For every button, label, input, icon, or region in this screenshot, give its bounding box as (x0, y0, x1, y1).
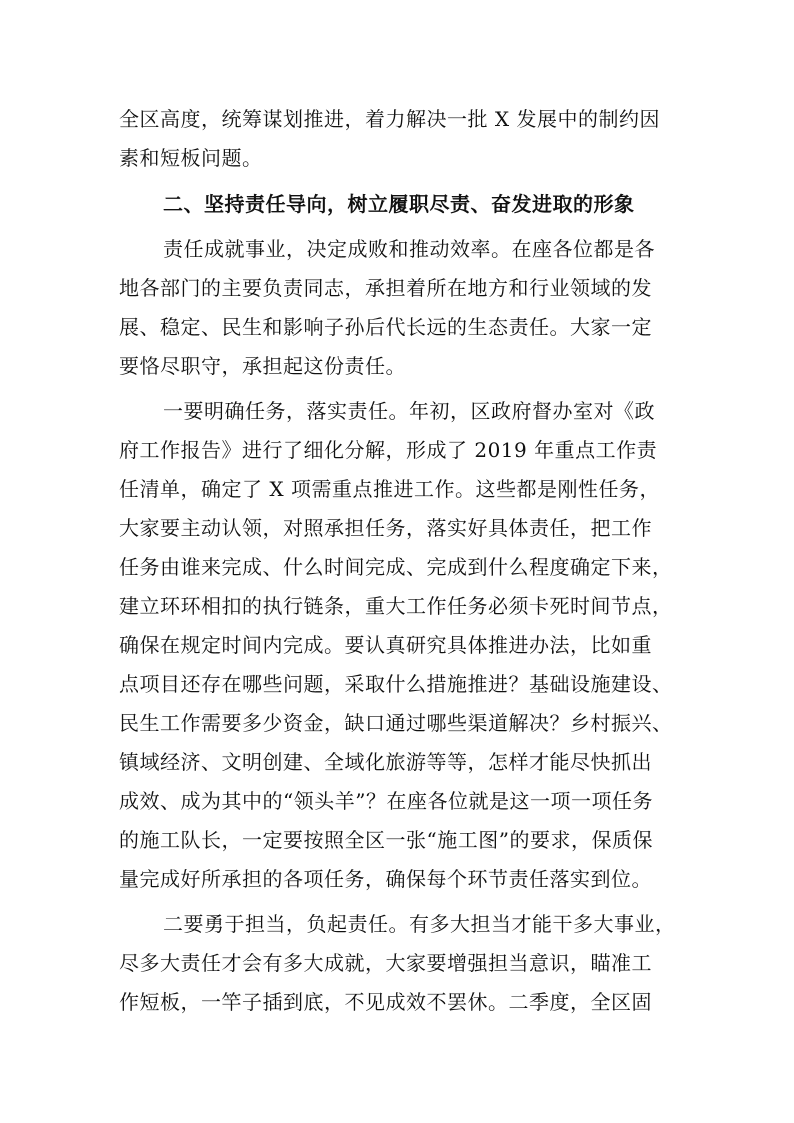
paragraph-line: 确保在规定时间内完成。要认真研究具体推进办法，比如重 (119, 633, 652, 657)
paragraph-line: 建立环环相扣的执行链条，重大工作任务必须卡死时间节点， (119, 594, 673, 618)
paragraph-line: 地各部门的主要负责同志，承担着所在地方和行业领域的发 (119, 276, 652, 300)
paragraph-line: 一要明确任务，落实责任。年初，区政府督办室对《政 (163, 399, 655, 423)
paragraph-line: 民生工作需要多少资金，缺口通过哪些渠道解决？乡村振兴、 (119, 711, 673, 735)
paragraph-line: 府工作报告》进行了细化分解，形成了 2019 年重点工作责 (119, 438, 658, 462)
paragraph-line: 尽多大责任才会有多大成就，大家要增强担当意识，瞄准工 (119, 951, 652, 975)
paragraph-line: 作短板，一竿子插到底，不见成效不罢休。二季度，全区固 (119, 990, 652, 1014)
paragraph-line: 素和短板问题。 (119, 146, 263, 170)
paragraph-line: 二要勇于担当，负起责任。有多大担当才能干多大事业， (163, 912, 676, 936)
paragraph-line: 任务由谁来完成、什么时间完成、完成到什么程度确定下来， (119, 555, 673, 579)
paragraph-line: 镇域经济、文明创建、全域化旅游等等，怎样才能尽快抓出 (119, 750, 652, 774)
paragraph-line: 展、稳定、民生和影响子孙后代长远的生态责任。大家一定 (119, 315, 652, 339)
paragraph-line: 成效、成为其中的“领头羊”？在座各位就是这一项一项任务 (119, 789, 653, 813)
paragraph-line: 大家要主动认领，对照承担任务，落实好具体责任，把工作 (119, 516, 652, 540)
paragraph-line: 量完成好所承担的各项任务，确保每个环节责任落实到位。 (119, 867, 652, 891)
paragraph-line: 任清单，确定了 X 项需重点推进工作。这些都是刚性任务， (119, 477, 660, 501)
paragraph-line: 全区高度，统筹谋划推进，着力解决一批 X 发展中的制约因 (119, 107, 660, 131)
paragraph-line: 点项目还存在哪些问题，采取什么措施推进？基础设施建设、 (119, 672, 673, 696)
paragraph-line: 要恪尽职守，承担起这份责任。 (119, 354, 406, 378)
paragraph-line: 责任成就事业，决定成败和推动效率。在座各位都是各 (163, 237, 655, 261)
paragraph-line: 的施工队长，一定要按照全区一张“施工图”的要求，保质保 (119, 828, 653, 852)
section-heading: 二、坚持责任导向，树立履职尽责、奋发进取的形象 (163, 192, 635, 216)
